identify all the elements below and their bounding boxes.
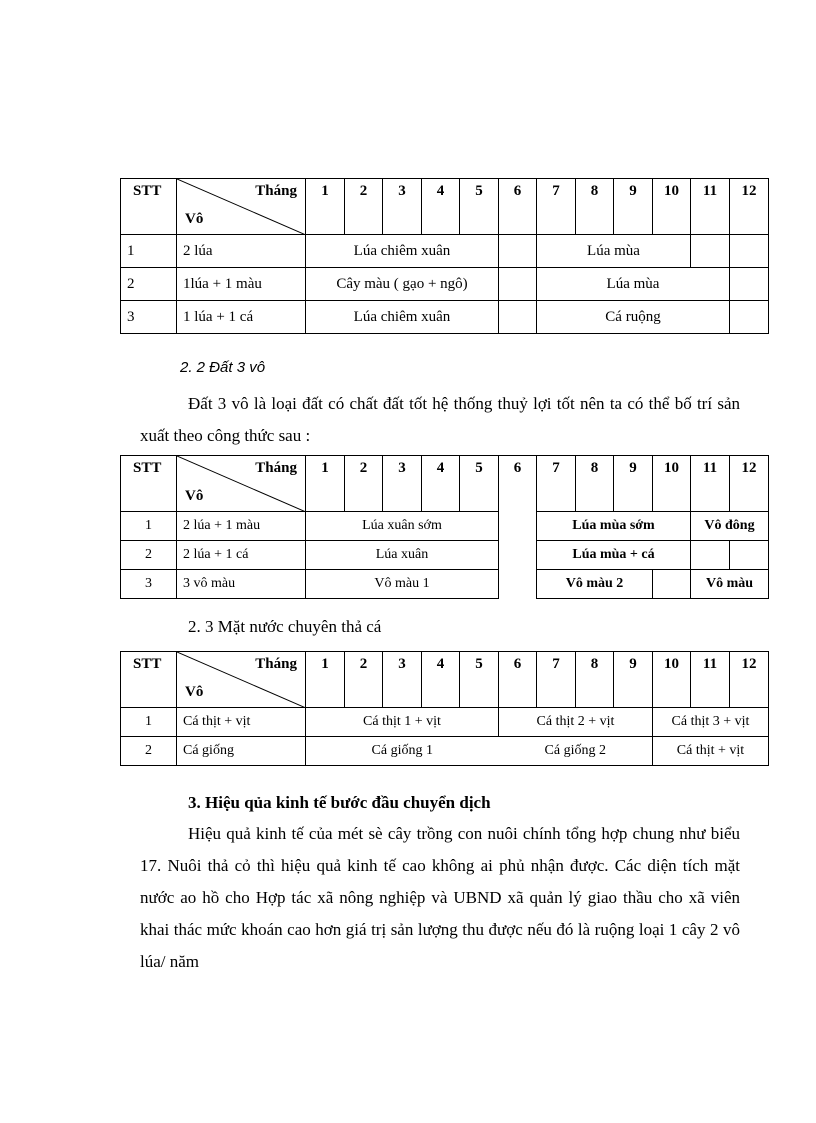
- season-span: Cây màu ( gạo + ngô): [306, 268, 499, 301]
- month-9: 9: [614, 456, 653, 512]
- crop-season-header-label: Vô: [185, 684, 204, 700]
- empty-cell: [499, 541, 537, 570]
- empty-cell: [653, 570, 691, 599]
- row-crop-formula: 3 vô màu: [177, 570, 306, 599]
- month-12: 12: [730, 456, 769, 512]
- month-2: 2: [345, 179, 383, 235]
- stt-header: STT: [121, 652, 177, 708]
- table-row: [121, 268, 769, 301]
- month-9: 9: [614, 179, 653, 235]
- empty-cell: [730, 235, 769, 268]
- month-4: 4: [422, 652, 460, 708]
- row-crop-formula: 1lúa + 1 màu: [177, 268, 306, 301]
- month-5: 5: [460, 652, 499, 708]
- row-stt: 3: [121, 570, 177, 599]
- month-8: 8: [576, 652, 614, 708]
- month-7: 7: [537, 456, 576, 512]
- month-7: 7: [537, 179, 576, 235]
- diagonal-header-cell: [177, 652, 306, 708]
- empty-cell: [730, 541, 769, 570]
- month-3: 3: [383, 456, 422, 512]
- stt-header: STT: [121, 179, 177, 235]
- row-stt: 2: [121, 541, 177, 570]
- season-span: Vô màu: [691, 570, 769, 599]
- month-12: 12: [730, 652, 769, 708]
- month-9: 9: [614, 652, 653, 708]
- month-11: 11: [691, 179, 730, 235]
- table-header-row: [121, 652, 769, 708]
- empty-cell: [691, 235, 730, 268]
- diagonal-header-cell: [177, 179, 306, 235]
- row-stt: 1: [121, 512, 177, 541]
- season-span: Lúa mùa sớm: [537, 512, 691, 541]
- crop-season-header-label: Vô: [185, 488, 204, 504]
- season-span: Lúa mùa: [537, 268, 730, 301]
- row-crop-formula: Cá thịt + vịt: [177, 708, 306, 737]
- month-3: 3: [383, 652, 422, 708]
- row-crop-formula: Cá giống: [177, 737, 306, 766]
- season-span: Lúa xuân sớm: [306, 512, 499, 541]
- season-span: Lúa chiêm xuân: [306, 235, 499, 268]
- month-6: 6: [499, 179, 537, 235]
- month-header-label: Tháng: [255, 460, 297, 476]
- section-3-heading: 3. Hiệu qủa kinh tế bước đầu chuyển dịch: [188, 793, 491, 812]
- section-3-paragraph: [140, 818, 740, 978]
- season-span: Vô màu 2: [537, 570, 653, 599]
- row-stt: 2: [121, 737, 177, 766]
- crop-table-1: [120, 178, 769, 334]
- month-5: 5: [460, 179, 499, 235]
- season-span: Lúa mùa: [537, 235, 691, 268]
- season-span: Cá giống 1: [306, 737, 499, 766]
- month-8: 8: [576, 456, 614, 512]
- season-span: Vô màu 1: [306, 570, 499, 599]
- table-row: [121, 737, 769, 766]
- row-stt: 1: [121, 708, 177, 737]
- crop-table-3: [120, 651, 769, 766]
- paragraph-text: Đất 3 vô là loại đất có chất đất tốt hệ thống thuỷ lợi tốt nên ta có thể bố trí sản xuất theo công thức sau :: [140, 394, 740, 445]
- empty-cell: [499, 235, 537, 268]
- month-header-label: Tháng: [255, 183, 297, 199]
- section-2-2-heading: 2. 2 Đất 3 vô: [180, 359, 266, 376]
- empty-cell: [730, 301, 769, 334]
- table-header-row: [121, 179, 769, 235]
- table-row: [121, 301, 769, 334]
- month-10: 10: [653, 179, 691, 235]
- empty-cell: [499, 268, 537, 301]
- paragraph-text: Hiệu quả kinh tế của mét sè cây trồng con nuôi chính tổng hợp chung như biểu 17. Nuôi thả cỏ thì hiệu quả kinh tế cao không ai phủ nhận được. Các diện tích mặt nước ao hồ cho Hợp tác xã nông nghiệp và UBND xã quản lý giao thầu cho xã viên khai thác mức khoán cao hơn giá trị sản lượng thu được nếu đó là ruộng loại 1 cây 2 vô lúa/ năm: [140, 824, 740, 971]
- month-1: 1: [306, 652, 345, 708]
- month-3: 3: [383, 179, 422, 235]
- season-span: Cá giống 2: [499, 737, 653, 766]
- month-12: 12: [730, 179, 769, 235]
- table-header-row: [121, 456, 769, 512]
- month-11: 11: [691, 652, 730, 708]
- section-2-2-paragraph: [140, 388, 740, 452]
- month-8: 8: [576, 179, 614, 235]
- diagonal-header-cell: [177, 456, 306, 512]
- month-4: 4: [422, 456, 460, 512]
- season-span: Lúa mùa + cá: [537, 541, 691, 570]
- month-1: 1: [306, 456, 345, 512]
- table-row: [121, 708, 769, 737]
- month-6: 6: [499, 456, 537, 512]
- row-stt: 2: [121, 268, 177, 301]
- season-span: Lúa chiêm xuân: [306, 301, 499, 334]
- empty-cell: [499, 301, 537, 334]
- row-crop-formula: 1 lúa + 1 cá: [177, 301, 306, 334]
- section-2-3-heading: 2. 3 Mặt nước chuyên thả cá: [188, 617, 382, 636]
- month-2: 2: [345, 456, 383, 512]
- month-1: 1: [306, 179, 345, 235]
- row-stt: 3: [121, 301, 177, 334]
- row-stt: 1: [121, 235, 177, 268]
- month-2: 2: [345, 652, 383, 708]
- season-span: Cá thịt 3 + vịt: [653, 708, 769, 737]
- month-7: 7: [537, 652, 576, 708]
- crop-table-2: [120, 455, 769, 599]
- month-5: 5: [460, 456, 499, 512]
- row-crop-formula: 2 lúa: [177, 235, 306, 268]
- month-11: 11: [691, 456, 730, 512]
- month-10: 10: [653, 456, 691, 512]
- season-span: Lúa xuân: [306, 541, 499, 570]
- table-row: [121, 235, 769, 268]
- month-header-label: Tháng: [255, 656, 297, 672]
- season-span: Vô đông: [691, 512, 769, 541]
- row-crop-formula: 2 lúa + 1 màu: [177, 512, 306, 541]
- season-span: Cá thịt 1 + vịt: [306, 708, 499, 737]
- empty-cell: [691, 541, 730, 570]
- stt-header: STT: [121, 456, 177, 512]
- season-span: Cá ruộng: [537, 301, 730, 334]
- empty-cell: [730, 268, 769, 301]
- crop-season-header-label: Vô: [185, 211, 204, 227]
- empty-cell: [499, 570, 537, 599]
- table-row: [121, 512, 769, 541]
- table-row: [121, 541, 769, 570]
- row-crop-formula: 2 lúa + 1 cá: [177, 541, 306, 570]
- table-row: [121, 570, 769, 599]
- month-6: 6: [499, 652, 537, 708]
- month-10: 10: [653, 652, 691, 708]
- season-span: Cá thịt 2 + vịt: [499, 708, 653, 737]
- month-4: 4: [422, 179, 460, 235]
- empty-cell: [499, 512, 537, 541]
- season-span: Cá thịt + vịt: [653, 737, 769, 766]
